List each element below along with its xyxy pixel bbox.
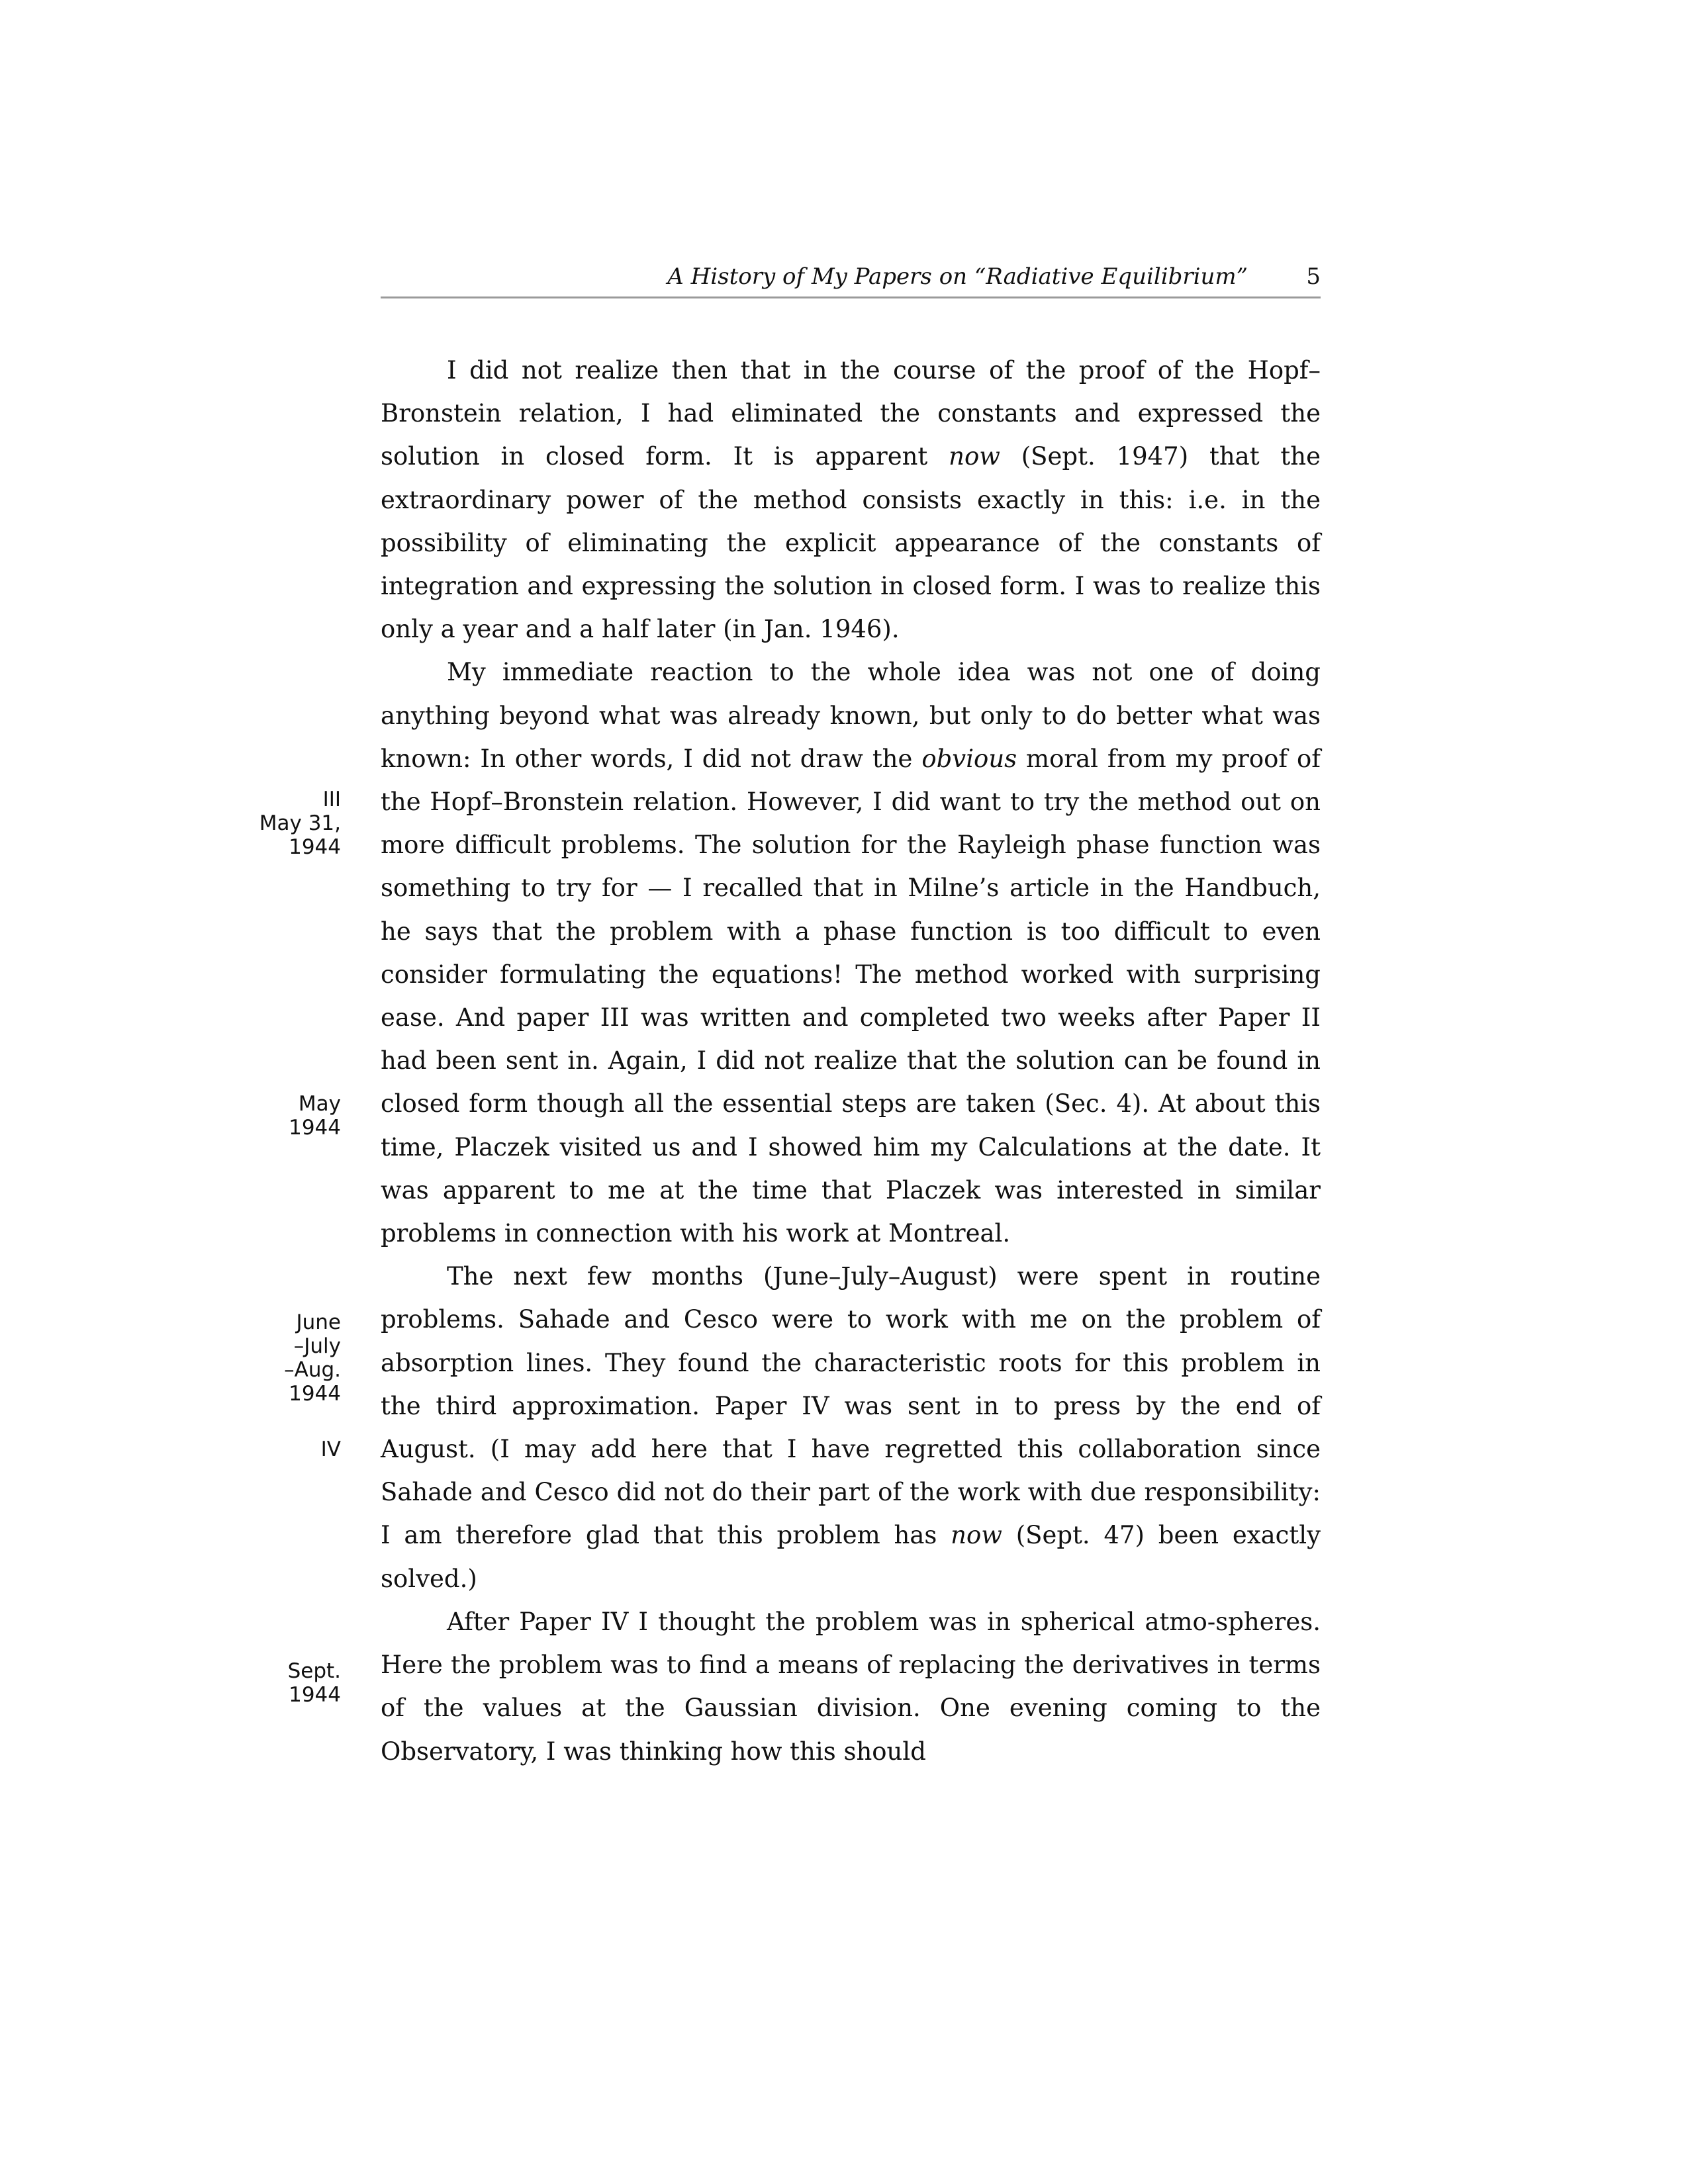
margin-note-line: Sept.: [287, 1659, 341, 1683]
paragraph-immediate-reaction: [381, 651, 1321, 1255]
margin-note-line: 1944: [289, 1683, 341, 1707]
margin-note-line: June: [296, 1310, 341, 1334]
margin-note-paper-iii: [209, 788, 341, 859]
body-text: [381, 349, 1321, 1773]
margin-note-may-1944: [209, 1092, 341, 1140]
paragraph-next-months: [381, 1255, 1321, 1600]
text-segment: (Sept. 47) been exactly solved.): [381, 1521, 1321, 1593]
text-segment: My immediate reaction to the whole idea was not one of doing anything beyond what was already known, but only to do better what was known: In other words, I did not draw the: [381, 658, 1321, 773]
paragraph-hopf-bronstein: [381, 349, 1321, 651]
margin-note-line: III: [322, 788, 341, 811]
margin-note-line: May 31,: [259, 811, 341, 835]
text-segment: The next few months (June–July–August) were spent in routine problems. Sahade and Cesco were to work with me on the problem of absorption lines. They found the characteristic roots for this problem in the third approximation. Paper IV was sent in to press by the end of August. (I may add here that I have regretted this collaboration since Sahade and Cesco did not do their part of the work with due responsibility: I am therefore glad that this problem has: [381, 1262, 1321, 1550]
text-segment: (Sept. 1947) that the extraordinary power of the method consists exactly in this: i.e. in the possibility of eliminating the explicit appearance of the constants of integration and expressing the solution in closed form. I was to realize this only a year and a half later (in Jan. 1946).: [381, 442, 1321, 644]
emphasis-segment: now: [951, 1521, 1002, 1550]
margin-note-line: 1944: [289, 835, 341, 859]
margin-note-line: 1944: [289, 1116, 341, 1140]
paragraph-spherical-atmospheres: [381, 1600, 1321, 1773]
margin-note-sept-1944: [209, 1659, 341, 1707]
page-number: 5: [1306, 263, 1321, 290]
text-segment: After Paper IV I thought the problem was in spherical atmo-spheres. Here the problem was to find a means of replacing the derivatives in terms of the values at the Gaussian division. One evening coming to the Observatory, I was thinking how this should: [381, 1607, 1321, 1766]
margin-note-line: –July: [293, 1334, 341, 1358]
running-header: [381, 263, 1321, 298]
margin-note-line: –Aug.: [284, 1358, 341, 1382]
margin-note-summer-1944: [209, 1310, 341, 1406]
emphasis-segment: obvious: [921, 744, 1017, 773]
emphasis-segment: now: [949, 442, 1000, 471]
text-segment: I did not realize then that in the course of the proof of the Hopf–Bronstein relation, I had eliminated the constants and expressed the solution in closed form. It is apparent: [381, 356, 1321, 471]
margin-note-line: 1944: [289, 1382, 341, 1406]
margin-note-paper-iv: [209, 1437, 341, 1461]
margin-note-line: May: [298, 1092, 341, 1116]
margin-note-line: IV: [320, 1437, 341, 1461]
text-segment: moral from my proof of the Hopf–Bronstein relation. However, I did want to try the method out on more difficult problems. The solution for the Rayleigh phase function was something to try for — I recalled that in Milne’s article in the Handbuch, he says that the problem with a phase function is too difficult to even consider formulating the equations! The method worked with surprising ease. And paper III was written and completed two weeks after Paper II had been sent in. Again, I did not realize that the solution can be found in closed form though all the essential steps are taken (Sec. 4). At about this time, Placzek visited us and I showed him my Calculations at the date. It was apparent to me at the time that Placzek was interested in similar problems in connection with his work at Montreal.: [381, 744, 1321, 1248]
running-title: A History of My Papers on “Radiative Equilibrium”: [667, 263, 1248, 290]
